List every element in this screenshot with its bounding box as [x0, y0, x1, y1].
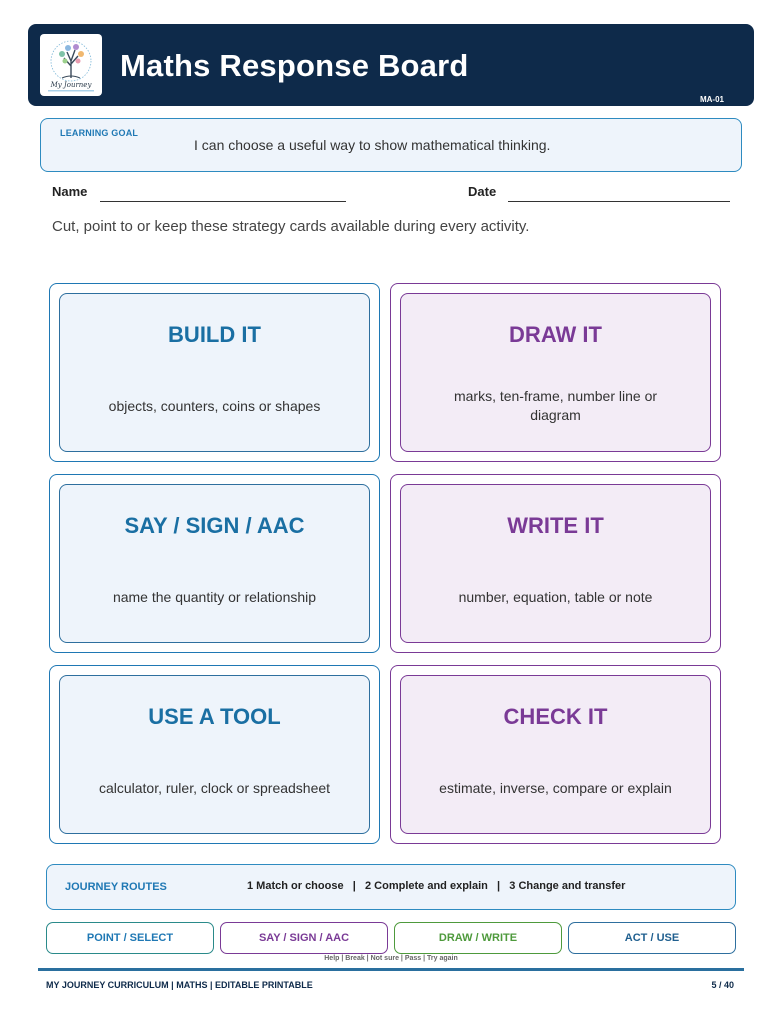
tree-logo-icon: [40, 34, 102, 96]
card-description: number, equation, table or note: [458, 588, 653, 605]
strategy-card-write-it[interactable]: [390, 474, 721, 653]
card-title: WRITE IT: [507, 513, 604, 538]
card-title: DRAW IT: [509, 322, 602, 347]
card-description: marks, ten-frame, number line or diagram: [453, 388, 658, 423]
help-options-text: Help | Break | Not sure | Pass | Try again: [324, 955, 458, 962]
mode-draw-write-button[interactable]: DRAW / WRITE: [394, 922, 562, 954]
journey-routes-label: JOURNEY ROUTES: [65, 881, 167, 893]
strategy-card-build-it[interactable]: [49, 283, 380, 462]
strategy-card-use-a-tool[interactable]: [49, 665, 380, 844]
card-inner: [59, 484, 370, 643]
mode-act-use-button[interactable]: ACT / USE: [568, 922, 736, 954]
footer-divider: [38, 968, 744, 971]
card-inner: [59, 293, 370, 452]
footer-title: MY JOURNEY CURRICULUM | MATHS | EDITABLE PRINTABLE: [46, 980, 313, 990]
instructions-text: Cut, point to or keep these strategy cards available during every activity.: [52, 218, 530, 235]
logo-text: My Journey: [50, 81, 92, 89]
card-inner: [400, 484, 711, 643]
card-title: CHECK IT: [503, 704, 608, 729]
card-title: USE A TOOL: [148, 704, 281, 729]
learning-goal-text: I can choose a useful way to show mathematical thinking.: [194, 137, 551, 153]
page-number: 5 / 40: [711, 980, 734, 990]
name-label: Name: [52, 184, 88, 199]
card-title: SAY / SIGN / AAC: [124, 513, 305, 538]
card-inner: [400, 293, 711, 452]
card-description: objects, counters, coins or shapes: [108, 397, 321, 414]
page-header: [28, 24, 754, 106]
strategy-card-say-sign-aac[interactable]: [49, 474, 380, 653]
card-title: BUILD IT: [168, 322, 261, 347]
date-field[interactable]: [508, 201, 730, 202]
learning-goal-box: [40, 118, 742, 172]
mode-point-select-button[interactable]: POINT / SELECT: [46, 922, 214, 954]
page-title: Maths Response Board: [120, 48, 469, 83]
card-inner: [59, 675, 370, 834]
card-description: calculator, ruler, clock or spreadsheet: [98, 779, 331, 796]
mode-say-sign-aac-button[interactable]: SAY / SIGN / AAC: [220, 922, 388, 954]
name-field[interactable]: [100, 201, 346, 202]
journey-routes-box: [46, 864, 736, 910]
card-inner: [400, 675, 711, 834]
worksheet-code: MA-01: [699, 95, 724, 104]
card-description: name the quantity or relationship: [112, 588, 317, 605]
journey-routes-text: 1 Match or choose | 2 Complete and explain | 3 Change and transfer: [247, 880, 626, 892]
strategy-card-check-it[interactable]: [390, 665, 721, 844]
card-description: estimate, inverse, compare or explain: [439, 779, 672, 796]
learning-goal-label: LEARNING GOAL: [60, 128, 139, 138]
strategy-card-draw-it[interactable]: [390, 283, 721, 462]
date-label: Date: [468, 184, 497, 199]
